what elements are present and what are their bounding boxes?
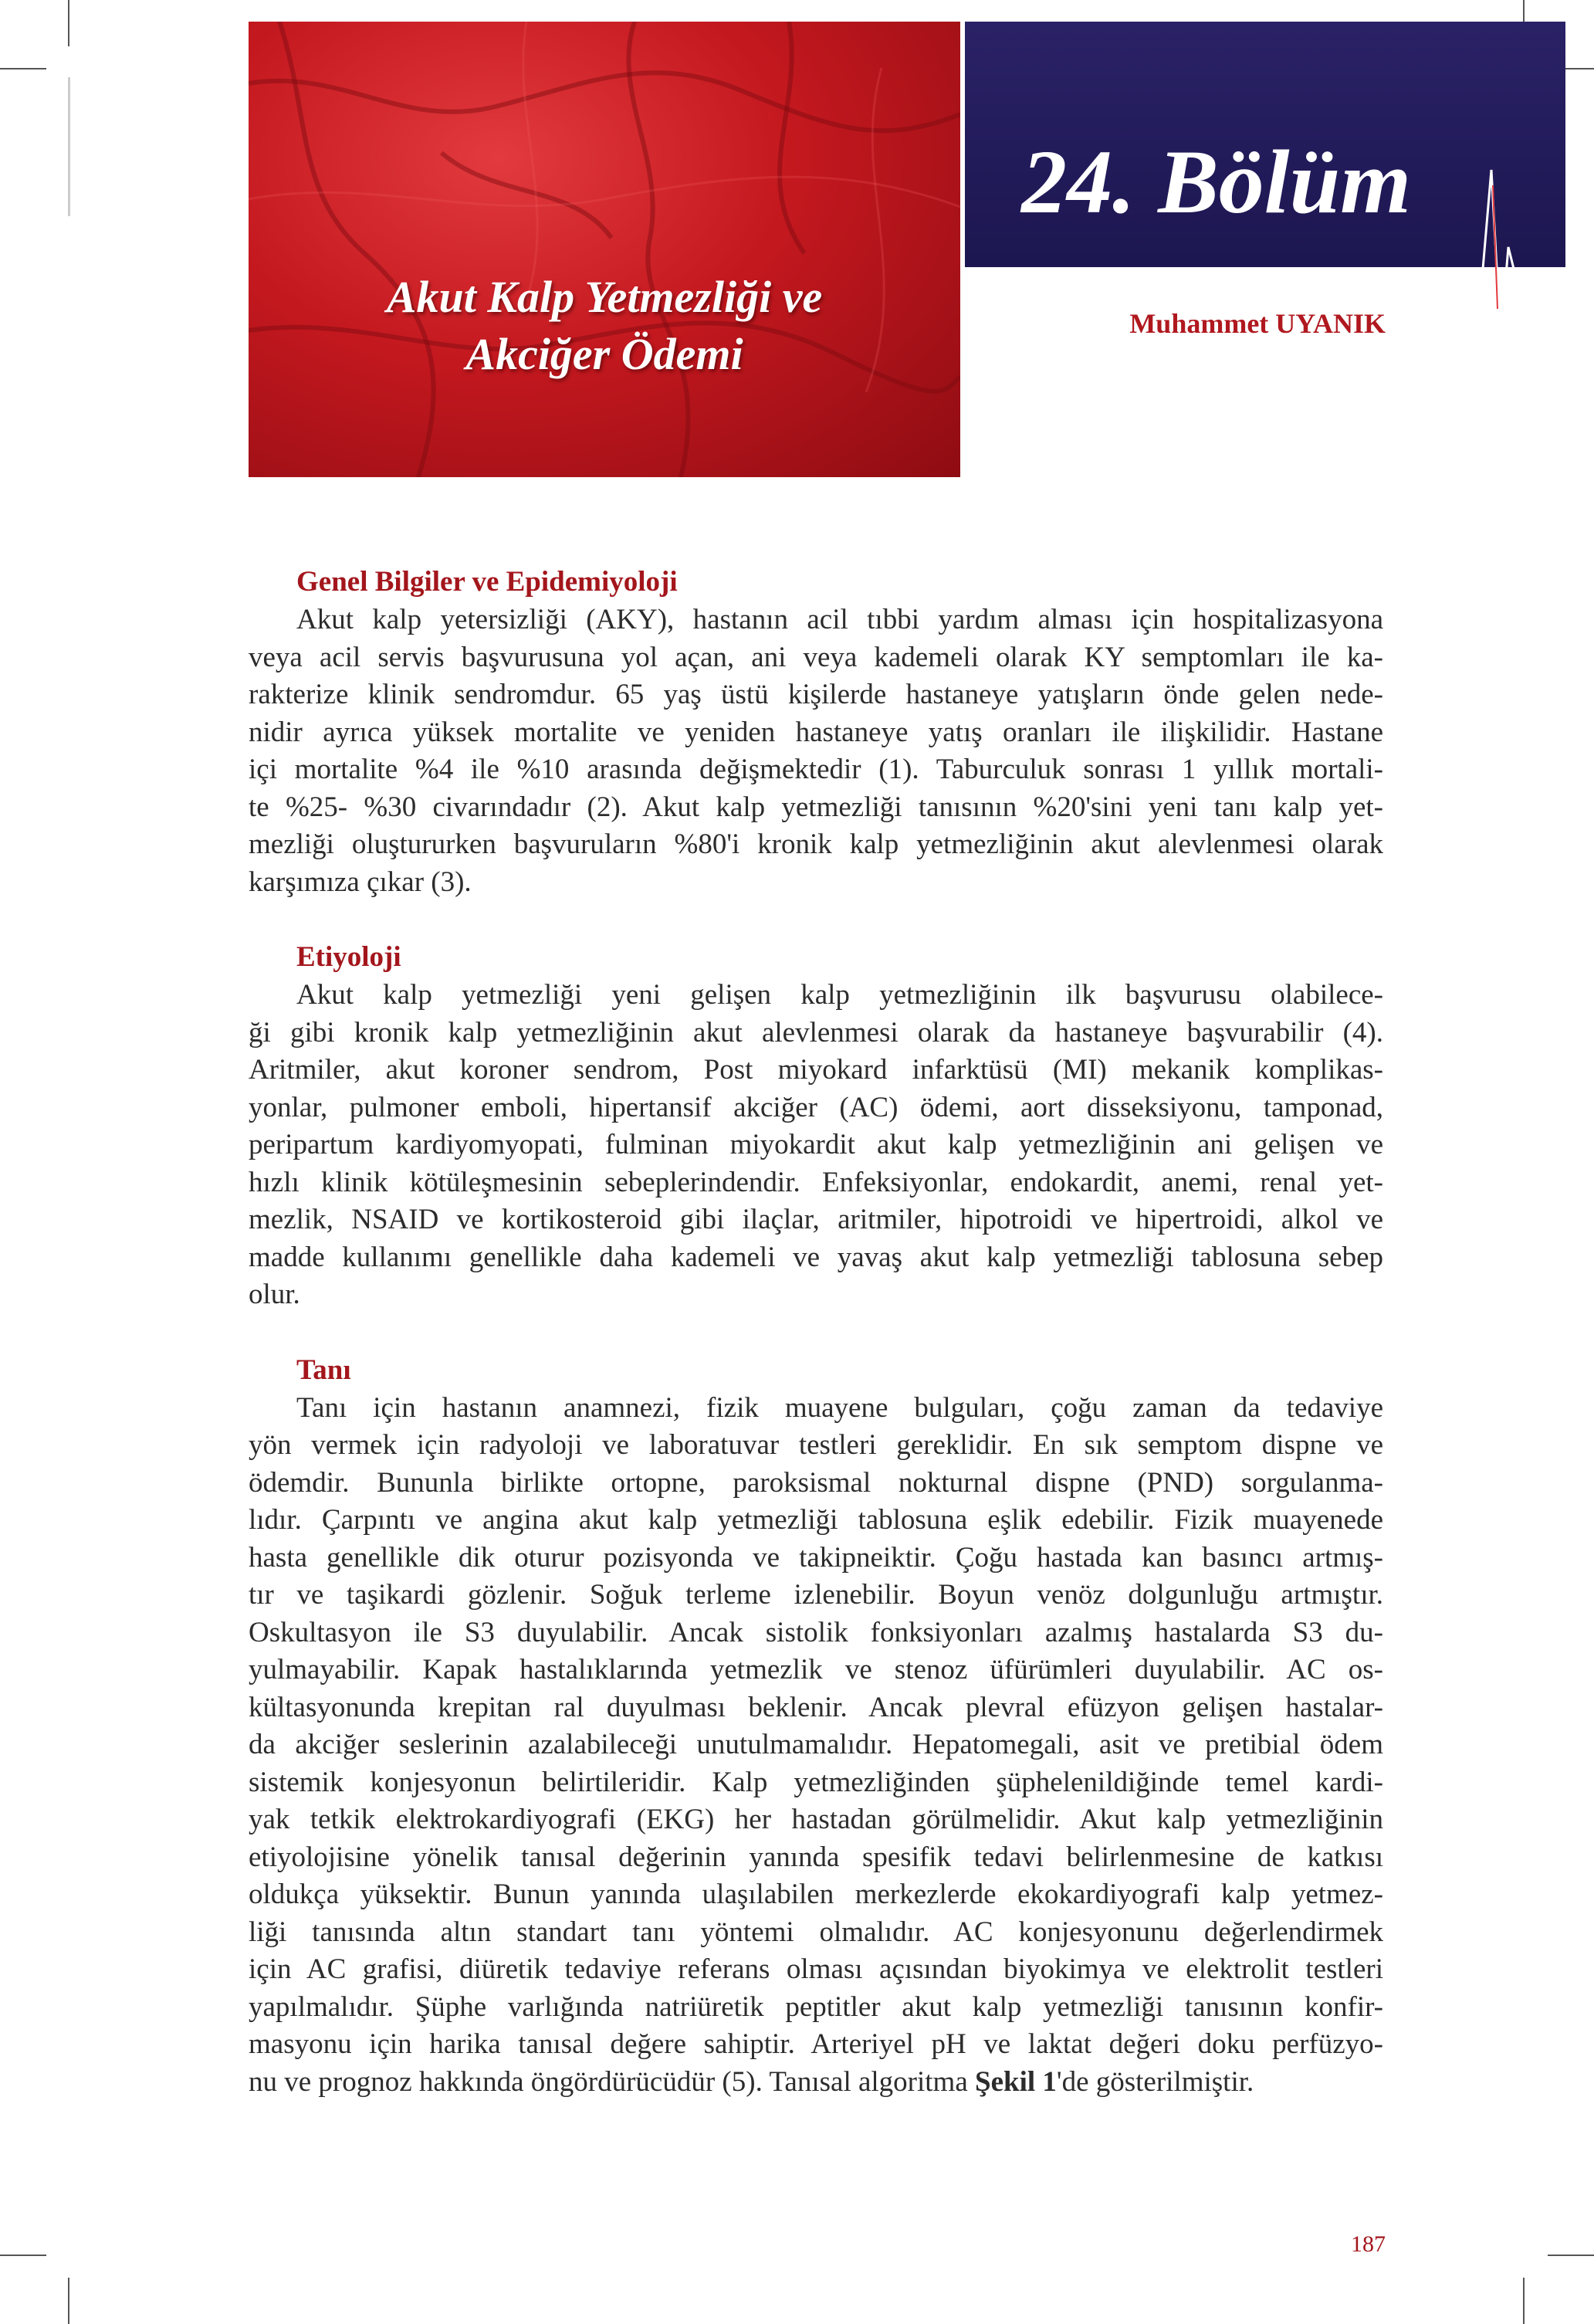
paragraph bbox=[249, 977, 1383, 1314]
text-line-last bbox=[249, 2064, 1383, 2102]
text-line: mezliği oluştururken başvuruların %80'i kronik kalp yetmezliğinin akut alevlenmesi olarak bbox=[249, 828, 1383, 860]
ecg-line-icon bbox=[1451, 154, 1544, 355]
text-line: Akut kalp yetmezliği yeni gelişen kalp yetmezliğinin ilk başvurusu olabilece- bbox=[296, 979, 1383, 1011]
section-heading: Tanı bbox=[296, 1353, 351, 1386]
text-line: olur. bbox=[249, 1279, 300, 1310]
chapter-title: 24. Bölüm bbox=[1021, 131, 1411, 232]
text-line: yön vermek için radyoloji ve laboratuvar testleri gereklidir. En sık semptom dispne ve bbox=[249, 1429, 1383, 1461]
text-line: yonlar, pulmoner emboli, hipertansif akciğer (AC) ödemi, aort disseksiyonu, tamponad, bbox=[249, 1091, 1383, 1123]
text-line: ödemdir. Bununla birlikte ortopne, paroksismal nokturnal dispne (PND) sorgulanma- bbox=[249, 1466, 1383, 1499]
section-diagnosis bbox=[249, 1351, 1383, 2102]
text-line: yapılmalıdır. Şüphe varlığında natriüretik peptitler akut kalp yetmezliği tanısının konfir- bbox=[249, 1990, 1383, 2023]
text-line: nidir ayrıca yüksek mortalite ve yeniden hastaneye yatış oranları ile ilişkilidir. Hastane bbox=[249, 716, 1383, 748]
chapter-body bbox=[249, 563, 1383, 2101]
section-heading: Genel Bilgiler ve Epidemiyoloji bbox=[296, 566, 678, 598]
author-name: Muhammet UYANIK bbox=[1129, 308, 1386, 339]
text-line: madde kullanımı genellikle daha kademeli ve yavaş akut kalp yetmezliği tablosuna sebep bbox=[249, 1241, 1383, 1273]
text-line: oldukça yüksektir. Bunun yanında ulaşılabilen merkezlerde ekokardiyografi kalp yetmez- bbox=[249, 1879, 1383, 1910]
text-line: ği gibi kronik kalp yetmezliğinin akut alevlenmesi olarak da hastaneye başvurabilir (4). bbox=[249, 1016, 1383, 1049]
text-line: yulmayabilir. Kapak hastalıklarında yetmezlik ve stenoz üfürümleri duyulabilir. AC os- bbox=[249, 1654, 1383, 1685]
text-line: karşımıza çıkar (3). bbox=[249, 866, 472, 898]
text-run: 'de gösterilmiştir. bbox=[1056, 2065, 1254, 2098]
text-line: hızlı klinik kötüleşmesinin sebeplerindendir. Enfeksiyonlar, endokardit, anemi, renal yet- bbox=[249, 1166, 1383, 1198]
crop-mark bbox=[1548, 2255, 1594, 2256]
paragraph bbox=[249, 601, 1383, 901]
text-line: etiyolojisine yönelik tanısal değerinin yanında spesifik tedavi belirlenmesine de katkısı bbox=[249, 1841, 1383, 1873]
text-line: tır ve taşikardi gözlenir. Soğuk terleme izlenebilir. Boyun venöz dolgunluğu artmıştır. bbox=[249, 1579, 1383, 1611]
text-line: Akut kalp yetersizliği (AKY), hastanın acil tıbbi yardım alması için hospitalizasyona bbox=[296, 604, 1383, 635]
text-line: lıdır. Çarpıntı ve angina akut kalp yetmezliği tablosuna eşlik edebilir. Fizik muayenede bbox=[249, 1504, 1383, 1536]
text-line: te %25- %30 civarındadır (2). Akut kalp yetmezliği tanısının %20'sini yeni tanı kalp yet- bbox=[249, 791, 1383, 823]
crop-mark bbox=[68, 2278, 69, 2324]
text-line: Oskultasyon ile S3 duyulabilir. Ancak sistolik fonksiyonları azalmış hastalarda S3 du- bbox=[249, 1616, 1383, 1648]
text-line: rakterize klinik sendromdur. 65 yaş üstü kişilerde hastaneye yatışların önde gelen nede- bbox=[249, 679, 1383, 710]
section-heading: Etiyoloji bbox=[296, 941, 401, 973]
text-line: da akciğer seslerinin azalabileceği unutulmamalıdır. Hepatomegali, asit ve pretibial ödem bbox=[249, 1729, 1383, 1760]
text-line: liği tanısında altın standart tanı yöntemi olmalıdır. AC konjesyonunu değerlendirmek bbox=[249, 1916, 1383, 1948]
crop-mark bbox=[68, 0, 69, 46]
text-line: veya acil servis başvurusuna yol açan, ani veya kademeli olarak KY semptomları ile ka- bbox=[249, 641, 1383, 673]
text-run: nu ve prognoz hakkında öngördürücüdür (5). Tanısal algoritma bbox=[249, 2065, 976, 2098]
chapter-banner-image bbox=[249, 22, 960, 477]
text-line: kültasyonunda krepitan ral duyulması beklenir. Ancak plevral efüzyon gelişen hastalar- bbox=[249, 1691, 1383, 1723]
paragraph bbox=[249, 1390, 1383, 2102]
text-line: mezlik, NSAID ve kortikosteroid gibi ilaçlar, aritmiler, hipotroidi ve hipertroidi, alkol ve bbox=[249, 1204, 1383, 1235]
text-line: hasta genellikle dik oturur pozisyonda ve takipneiktir. Çoğu hastada kan basıncı artmış- bbox=[249, 1541, 1383, 1574]
text-line: için AC grafisi, diüretik tedaviye referans olması açısından biyokimya ve elektrolit testleri bbox=[249, 1953, 1383, 1985]
text-line: içi mortalite %4 ile %10 arasında değişmektedir (1). Taburculuk sonrası 1 yıllık mortali- bbox=[249, 754, 1383, 785]
crop-mark bbox=[0, 68, 46, 69]
vein-texture bbox=[249, 22, 960, 477]
section-etiology bbox=[249, 938, 1383, 1314]
text-line: Tanı için hastanın anamnezi, fizik muayene bulguları, çoğu zaman da tedaviye bbox=[296, 1391, 1383, 1424]
crop-mark bbox=[68, 77, 70, 216]
text-line: Aritmiler, akut koroner sendrom, Post miyokard infarktüsü (MI) mekanik komplikas- bbox=[249, 1054, 1383, 1086]
chapter-subtitle-line: Akciğer Ödemi bbox=[465, 329, 743, 379]
figure-reference: Şekil 1 bbox=[975, 2065, 1057, 2098]
text-line: peripartum kardiyomyopati, fulminan miyokardit akut kalp yetmezliğinin ani gelişen ve bbox=[249, 1129, 1383, 1160]
text-line: masyonu için harika tanısal değere sahiptir. Arteriyel pH ve laktat değeri doku perfüzyo- bbox=[249, 2028, 1383, 2060]
crop-mark bbox=[0, 2255, 46, 2256]
page-number: 187 bbox=[1351, 2231, 1386, 2257]
section-general bbox=[249, 563, 1383, 901]
chapter-subtitle-line: Akut Kalp Yetmezliği ve bbox=[386, 272, 823, 322]
text-line: sistemik konjesyonun belirtileridir. Kalp yetmezliğinden şüphelenildiğinde temel kardi- bbox=[249, 1766, 1383, 1798]
crop-mark bbox=[1523, 2278, 1525, 2324]
chapter-subtitle bbox=[249, 269, 960, 383]
text-line: yak tetkik elektrokardiyografi (EKG) her hastadan görülmelidir. Akut kalp yetmezliğinin bbox=[249, 1804, 1383, 1835]
